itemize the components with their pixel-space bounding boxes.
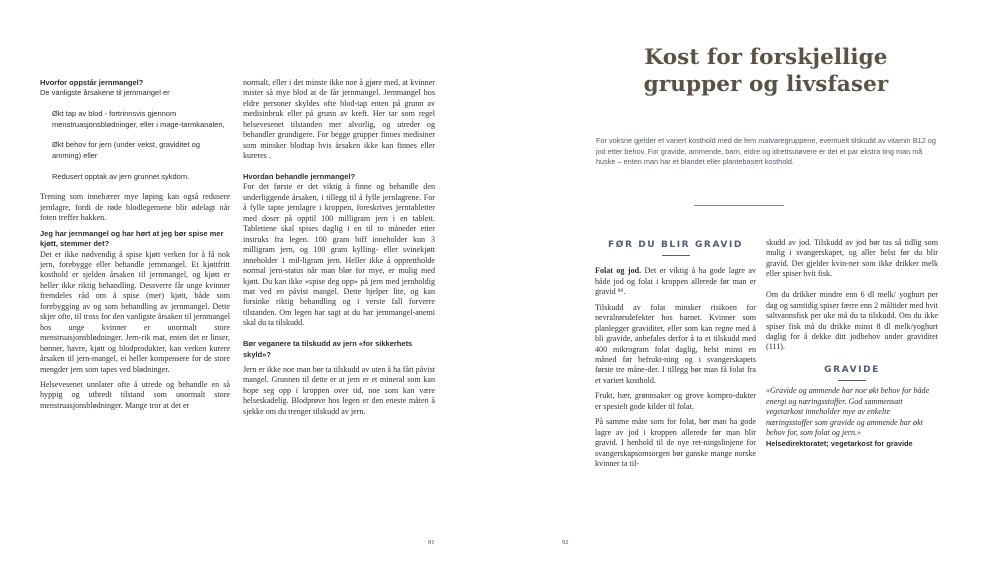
body-paragraph: normalt, eller i det minste ikke noe å gjøre med, at kvinner mister så mye blod at de får jernmangel. Jernmangel hos eldre personer skyldes ofte blod-tap enten på grunn av medisinbruk eller på grunn av kreft. Her tar som regel helsevesenet tilstanden mer alvorlig, og utreder og behandler grundigere. For begge grupper finnes medisiner som minsker blodtap hvis årsaken ikke kan finnes eller kureres .	[243, 78, 435, 161]
page-number: 91	[428, 539, 435, 546]
body-paragraph: Tilskudd av folat minsker risikoen for nevralrørsdefekter hos barnet. Kvinner som planlegger graviditet, eller som kan regne med å bli gravide, anbefales derfor å ta et tilskudd med 400 mikrogram folat daglig, helst minst en måned før befrukt-ning og i svangerskapets første tre måne-der. I tillegg bør man få folat fra et variert kosthold.	[595, 302, 756, 385]
question-heading: Jeg har jernmangel og har hørt at jeg bør spise mer kjøtt, stemmer det?	[40, 228, 224, 249]
body-text: Det er viktig å ha gode lagre av både jod og folat i kroppen allerede før man er gravid ⁸⁹.	[595, 266, 757, 297]
lead-in: Folat og jod.	[595, 266, 642, 276]
right-page	[501, 0, 1002, 566]
body-paragraph: Jern er ikke noe man bør ta tilskudd av uten å ha fått påvist mangel. Grunnen til dette er at jern er et mineral som kan hope seg opp i kroppen over tid, noe som kan være helseskadelig. Blodprøve hos legen er den eneste måten å sjekke om du trenger tilskudd av jern.	[243, 364, 435, 416]
body-paragraph: Frukt, bær, grønnsaker og grove kornpro-dukter er spesielt gode kilder til folat.	[595, 391, 756, 411]
section-heading-pregnant: GRAVIDE	[824, 365, 880, 376]
intro-line: De vanligste årsakene til jernmangel er	[40, 88, 170, 98]
chapter-intro: For voksne gjelder et variert kosthold med de fem matvaregruppene, eventuelt tilskudd av vitamin B12 og jod etter behov. For gravide, ammende, barn, eldre og idrettsutøvere er det et par ekstra ting man må huske – enten man har et blandet eller plantebasert kosthold.	[596, 136, 936, 167]
list-item: Redusert opptak av jern grunnet sykdom.	[52, 171, 190, 181]
body-paragraph: Trening som innebærer mye løping kan også redusere jernlagre, fordi de røde blodlegemene blir ødelagt når foten treffer bakken.	[40, 192, 230, 223]
section-heading-before-pregnancy: FØR DU BLIR GRAVID	[607, 240, 744, 250]
body-paragraph: Om du drikker mindre enn 6 dl melk/ yoghurt per dag og samtidig spiser færre enn 2 måltider med hvit saltvannsfisk per uke må du ta tilskudd. Om du ikke spiser fisk må du drikke minst 8 dl melk/yoghurt daglig for å dekke ditt jodbehov under graviditet (111).	[766, 290, 938, 352]
question-heading: Hvorfor oppstår jernmangel?	[40, 78, 144, 87]
right-page-column-2	[766, 238, 938, 449]
chapter-title	[641, 44, 891, 98]
quote-source: Helsedirektoratet; vegetarkost for gravide	[766, 438, 913, 448]
body-paragraph: Det er ikke nødvendig å spise kjøtt verken for å få nok jern, forebygge eller behandle jernmangel. Et kjøttfritt kosthold er sjelden årsaken til jernmangel, og kjøtt er heller ikke riktig behandling. Dessverre får unge kvinner fremdeles råd om å spise (mer) kjøtt, både som forebygging av og som behandling av jernmangel. Dette skjer ofte, til tross for den vanligste årsaken til jernmangel hos unge kvinner er unormalt store menstruasjonsblødninger. Jern-rik mat, enten det er linser, bønner, havre, kjøtt og blodprodukter, kan verken kurere årsaken til jern-mangel, ei heller kompensere for de store mengder jern som tapes ved blødninger.	[40, 249, 230, 374]
question-heading: Bør veganere ta tilskudd av jern «for sikkerhets skyld»?	[243, 339, 413, 359]
list-item: Økt tap av blod - fortrinnsvis gjennom menstruasjonsblødninger, eller i mage-tarmkanalen,	[52, 109, 225, 129]
body-paragraph: Helsevesenet unnlater ofte å utrede og behandle en så hyppig og utbredt tilstand som unormalt store menstruasjonsblødninger. Mange tror at det er	[40, 380, 230, 410]
list-item: Økt behov for jern (under vekst, graviditet og amming) eller	[52, 140, 200, 160]
right-page-column-1	[595, 238, 756, 470]
chapter-title-line-2: grupper og livsfaser	[643, 72, 889, 97]
chapter-title-line-1: Kost for forskjellige	[644, 45, 888, 70]
body-paragraph: For det første er det viktig å finne og behandle den underliggende årsaken, i tillegg til å fylle jernlagrene. For å fylle tapte jernlagre i kroppen, foreskrives jerntabletter med doser på opptil 100 milligram jern i en tablett. Tablettene skal spises daglig i en til to måneder etter instruks fra legen. 100 gram biff inneholder kun 3 milligram jern, og 100 gram kylling- eller svinekjøtt inneholder 1 mil-ligram jern. Heller ikke å opprettholde normal jern-status når man blør for mye, er mulig med kjøtt. Du kan ikke «spise deg opp» på jern med jernholdig mat ved en påvist mangel. Dette hjelper lite, og kan forsinke riktig behandling og i verste fall forverre tilstanden. Om legen har sagt at du har jernmangel-anemi skal du ta tilskudd.	[243, 182, 435, 328]
page-number: 92	[562, 539, 569, 546]
pull-quote: «Gravide og ammende har noe økt behov for både energi og næringsstoffer. God sammensatt vegetarkost inneholder mye av enkelte næringsstoffer som gravide og ammende har økt behov for, som folat og jern.»	[766, 386, 930, 438]
question-heading: Hvordan behandle jernmangel?	[243, 172, 356, 182]
left-page-column-1	[40, 78, 230, 411]
divider	[694, 205, 784, 206]
left-page-column-2	[243, 78, 435, 417]
body-paragraph: skudd av jod. Tilskudd av jod bør tas så tidlig som mulig i svangerskapet, og aller helst før du blir gravid. Det gjelder kvin-ner som ikke drikker melk eller spiser hvit fisk.	[766, 238, 938, 279]
body-paragraph: På samme måte som for folat, bør man ha gode lagre av jod i kroppen allerede før man blir gravid. I henhold til de nye ret-ningslinjene for svangerskapsomsorgen bør ganske mange norske kvinner ta til-	[595, 417, 756, 469]
body-paragraph	[595, 266, 756, 297]
